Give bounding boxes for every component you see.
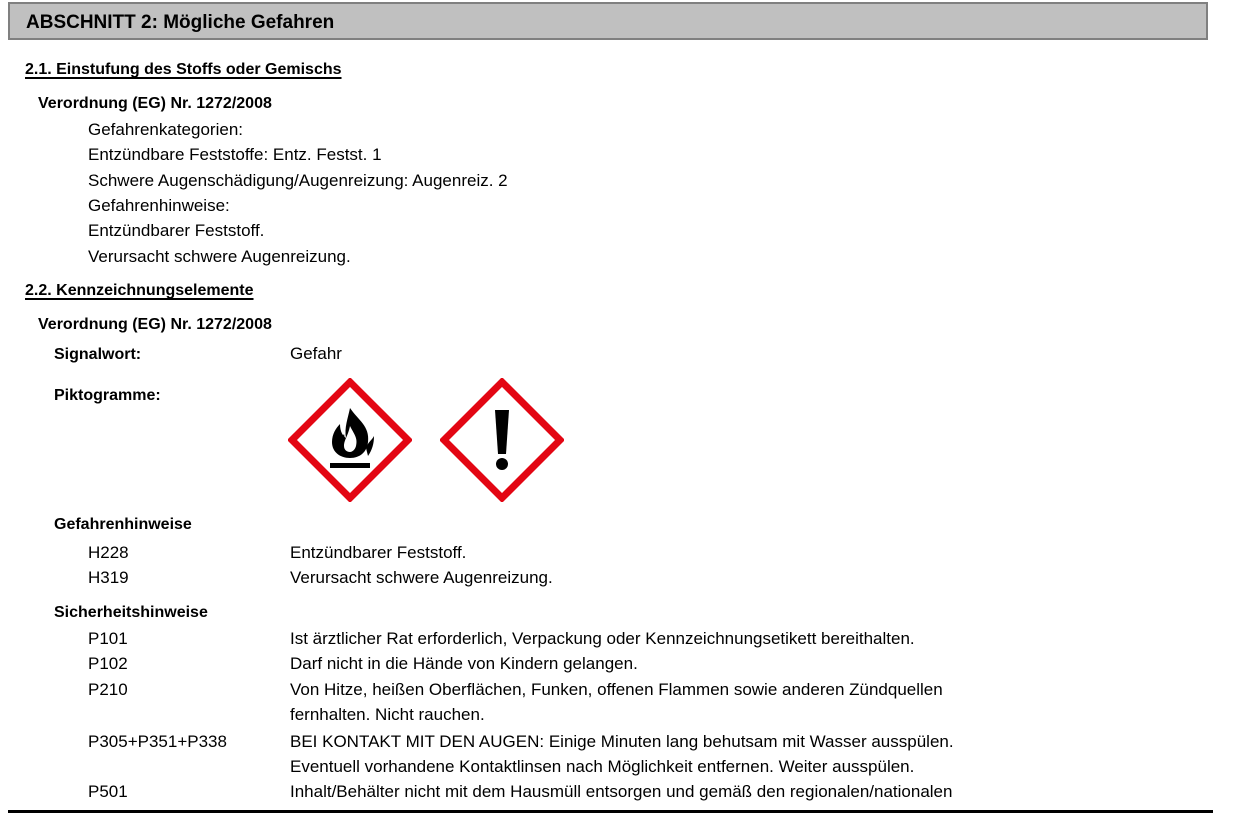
signal-word-label: Signalwort: xyxy=(54,346,142,363)
classification-line: Gefahrenhinweise: xyxy=(88,196,230,215)
hazard-text: Verursacht schwere Augenreizung. xyxy=(290,568,553,587)
precaution-text: Von Hitze, heißen Oberflächen, Funken, offenen Flammen sowie anderen Zündquellen xyxy=(290,680,943,699)
exclamation-mark-pictogram-icon xyxy=(440,378,564,502)
precaution-text-continued: fernhalten. Nicht rauchen. xyxy=(290,705,485,724)
subsection-heading-2-1: 2.1. Einstufung des Stoffs oder Gemischs xyxy=(25,61,342,78)
subsection-heading-2-2: 2.2. Kennzeichnungselemente xyxy=(25,282,254,299)
classification-line: Gefahrenkategorien: xyxy=(88,120,243,139)
precaution-code: P501 xyxy=(88,782,128,801)
precaution-text: Darf nicht in die Hände von Kindern gelangen. xyxy=(290,654,638,673)
signal-word-value: Gefahr xyxy=(290,344,342,363)
section-title: ABSCHNITT 2: Mögliche Gefahren xyxy=(26,12,335,33)
classification-line: Schwere Augenschädigung/Augenreizung: Augenreiz. 2 xyxy=(88,171,508,190)
regulation-2-2: Verordnung (EG) Nr. 1272/2008 xyxy=(38,316,272,333)
precaution-text: Ist ärztlicher Rat erforderlich, Verpackung oder Kennzeichnungsetikett bereithalten. xyxy=(290,629,915,648)
section-header xyxy=(8,2,1208,40)
regulation-2-1: Verordnung (EG) Nr. 1272/2008 xyxy=(38,95,272,112)
precaution-text-continued: Eventuell vorhandene Kontaktlinsen nach Möglichkeit entfernen. Weiter ausspülen. xyxy=(290,757,915,776)
pictograms-label: Piktogramme: xyxy=(54,387,161,404)
classification-line: Entzündbarer Feststoff. xyxy=(88,221,265,240)
precaution-text: Inhalt/Behälter nicht mit dem Hausmüll entsorgen und gemäß den regionalen/nationalen xyxy=(290,782,953,801)
hazard-code: H228 xyxy=(88,543,129,562)
classification-line: Entzündbare Feststoffe: Entz. Festst. 1 xyxy=(88,145,382,164)
flame-pictogram-icon xyxy=(288,378,412,502)
precautionary-statements-label: Sicherheitshinweise xyxy=(54,604,208,621)
classification-line: Verursacht schwere Augenreizung. xyxy=(88,247,351,266)
precaution-code: P210 xyxy=(88,680,128,699)
hazard-code: H319 xyxy=(88,568,129,587)
precaution-text: BEI KONTAKT MIT DEN AUGEN: Einige Minuten lang behutsam mit Wasser ausspülen. xyxy=(290,732,954,751)
bottom-rule xyxy=(8,810,1213,813)
precaution-code: P102 xyxy=(88,654,128,673)
hazard-text: Entzündbarer Feststoff. xyxy=(290,543,467,562)
hazard-statements-label: Gefahrenhinweise xyxy=(54,516,192,533)
precaution-code: P305+P351+P338 xyxy=(88,732,227,751)
precaution-code: P101 xyxy=(88,629,128,648)
